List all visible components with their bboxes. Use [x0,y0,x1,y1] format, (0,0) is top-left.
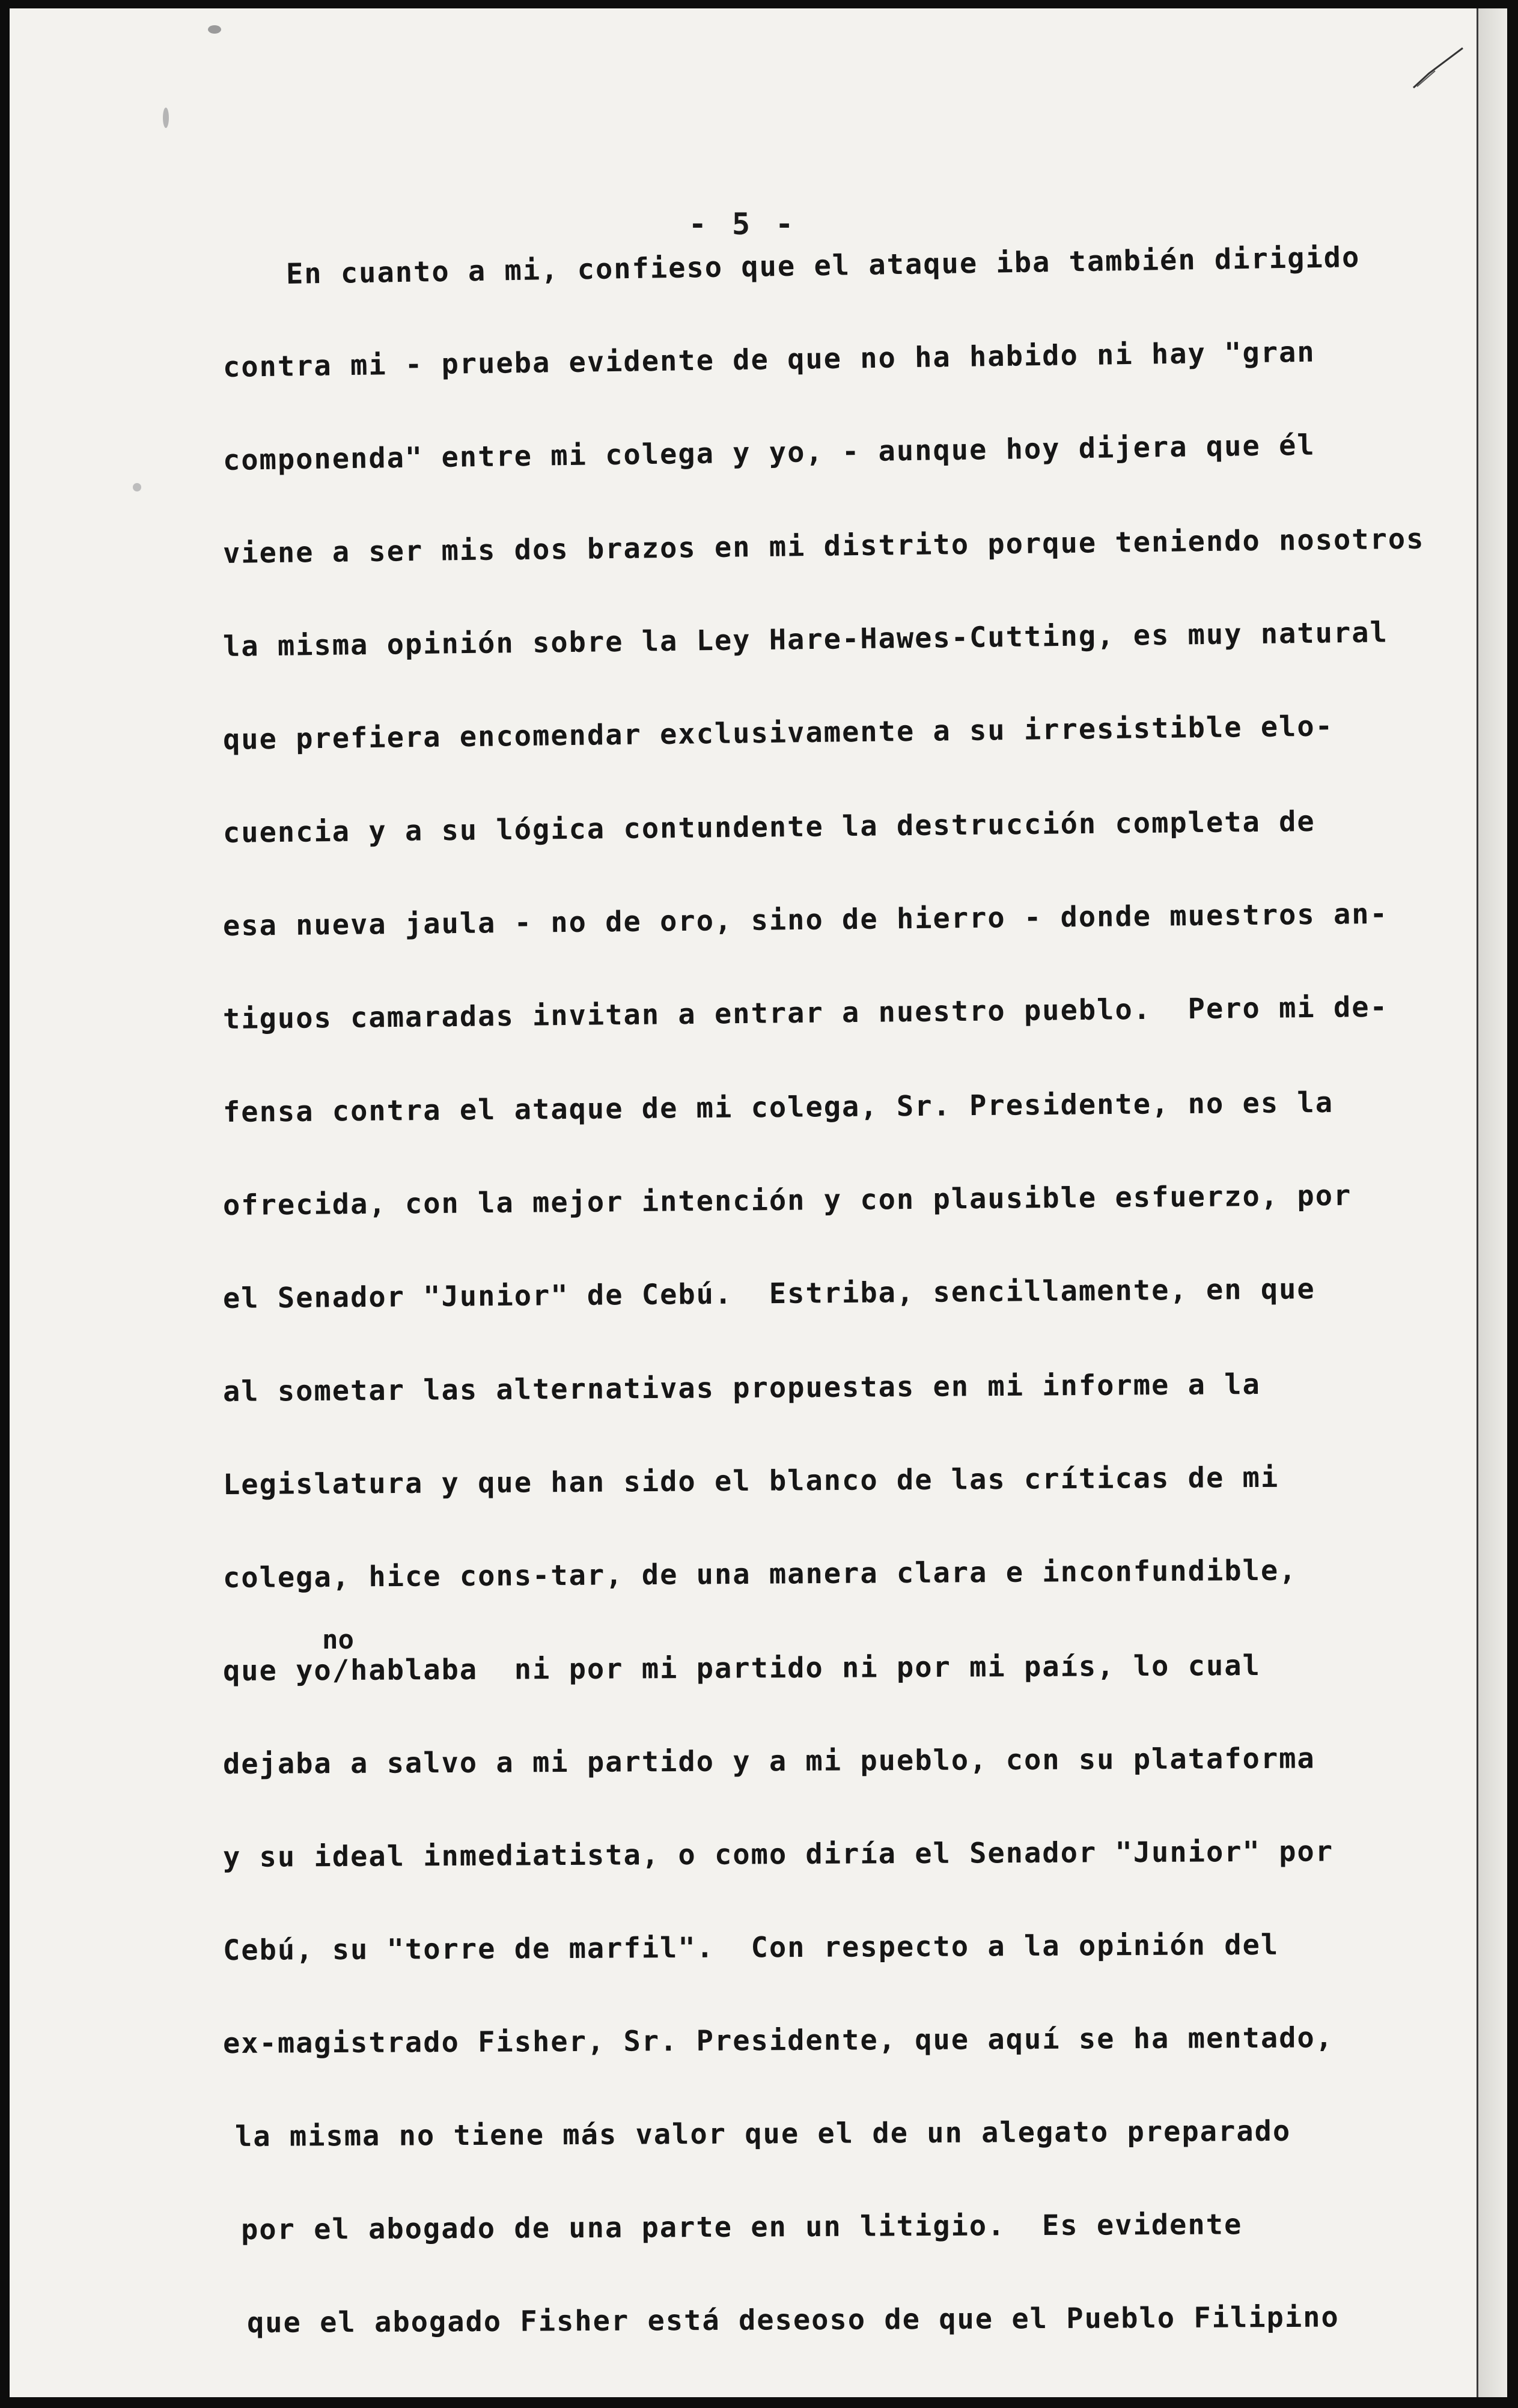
text-line: al sometar las alternativas propuestas en mi informe a la [222,1367,1261,1408]
text-line: esa nueva jaula - no de oro, sino de hierro - donde muestros an- [222,897,1389,943]
text-line: la misma no tiene más valor que el de un alegato preparado [234,2114,1291,2153]
text-line: En cuanto a mi, confieso que el ataque iba también dirigido [285,240,1361,291]
text-line: ex-magistrado Fisher, Sr. Presidente, que aquí se ha mentado, [222,2021,1334,2060]
text-line: fensa contra el ataque de mi colega, Sr. Presidente, no es la [222,1086,1334,1129]
text-line: tiguos camaradas invitan a entrar a nuestro pueblo. Pero mi de- [222,990,1389,1036]
text-line: dejaba a salvo a mi partido y a mi pueblo, con su plataforma [222,1742,1315,1781]
text-line: Cebú, su "torre de marfil". Con respecto a la opinión del [222,1928,1279,1967]
text-line: que prefiera encomendar exclusivamente a su irresistible elo- [222,710,1334,756]
text-line: colega, hice cons-tar, de una manera clara e inconfundible, [222,1554,1297,1595]
document-page [10,8,1507,2397]
text-line: que el abogado Fisher está deseoso de que el Pueblo Filipino [246,2300,1340,2340]
handwritten-insert: no [322,1625,354,1655]
text-line: que yo/hablaba ni por mi partido ni por mi país, lo cual [222,1649,1261,1688]
text-line: el Senador "Junior" de Cebú. Estriba, sencillamente, en que [222,1272,1315,1315]
text-line: Legislatura y que han sido el blanco de las críticas de mi [222,1461,1279,1501]
text-line: por el abogado de una parte en un litigio. Es evidente [240,2208,1243,2246]
check-mark-icon [1411,44,1465,93]
text-line: y su ideal inmediatista, o como diría el Senador "Junior" por [222,1835,1334,1874]
scan-speck [133,483,141,491]
page-margin-strip [1477,8,1507,2397]
scan-speck [163,108,169,128]
text-line: ofrecida, con la mejor intención y con plausible esfuerzo, por [222,1179,1352,1222]
text-line: componenda" entre mi colega y yo, - aunque hoy dijera que él [222,428,1316,477]
text-line: la misma opinión sobre la Ley Hare-Hawes-Cutting, es muy natural [222,616,1389,663]
text-line: contra mi - prueba evidente de que no ha habido ni hay "gran [222,335,1316,384]
text-line: viene a ser mis dos brazos en mi distrito porque teniendo nosotros [222,522,1425,570]
text-line: cuencia y a su lógica contundente la destrucción completa de [222,804,1315,850]
scan-speck [208,25,221,34]
page-number: - 5 - [688,207,797,242]
